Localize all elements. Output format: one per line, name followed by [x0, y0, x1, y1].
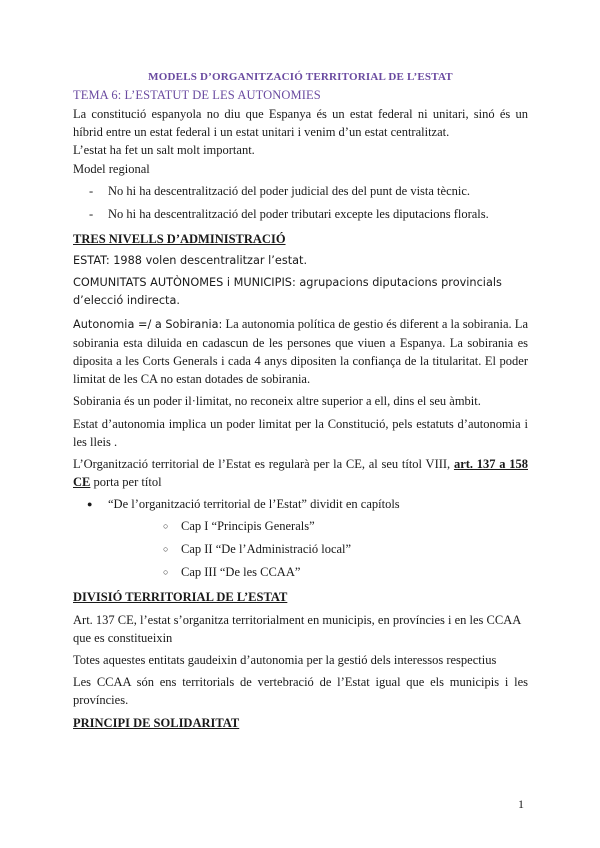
sobirania-paragraph: Sobirania és un poder il·limitat, no reconeix altre superior a ell, dins el seu àmbit.: [73, 394, 481, 409]
circle-list-item: ○ Cap I “Principis Generals”: [108, 515, 528, 538]
salt-paragraph: L’estat ha fet un salt molt important.: [73, 143, 255, 158]
circle-list-item: ○ Cap III “De les CCAA”: [108, 561, 528, 584]
dash-list: [73, 180, 528, 226]
estat-autonomia-paragraph: Estat d’autonomia implica un poder limitat per la Constitució, pels estatuts d’autonomia i les lleis .: [73, 416, 528, 449]
document-title: MODELS D’ORGANITZACIÓ TERRITORIAL DE L’ESTAT: [148, 71, 453, 83]
ccaa-paragraph: Les CCAA són ens territorials de vertebració de l’Estat igual que els municipis i les províncies.: [73, 675, 528, 708]
intro-paragraph: La constitució espanyola no diu que Espanya és un estat federal ni unitari, sinó és un híbrid entre un estat federal i un estat unitari i venim d’un estat centralitzat.: [73, 107, 528, 140]
dash-list-item: - No hi ha descentralització del poder judicial des del punt de vista tècnic.: [73, 180, 528, 203]
circle-bullet-icon: ○: [163, 521, 169, 532]
topic-subtitle: TEMA 6: L’ESTATUT DE LES AUTONOMIES: [73, 88, 321, 102]
article-reference: art. 137 a 158 CE: [73, 457, 528, 490]
bullet-list-item: ● “De l’organització territorial de l’Estat” dividit en capítols ○ Cap I “Principis Generals” ○ Cap II “De l’Administració local” ○ Cap III “De les CCAA”: [73, 493, 528, 584]
page-number: 1: [518, 797, 524, 811]
circle-bullet-icon: ○: [163, 544, 169, 555]
heading-divisio-territorial: DIVISIÓ TERRITORIAL DE L’ESTAT: [73, 590, 288, 605]
model-regional-label: Model regional: [73, 161, 150, 176]
circle-list: [108, 515, 528, 584]
circle-list-item: ○ Cap II “De l’Administració local”: [108, 538, 528, 561]
bullet-icon: ●: [87, 499, 93, 510]
dash-marker-icon: -: [89, 183, 94, 198]
bullet-list: [73, 493, 528, 584]
organitzacio-paragraph: L’Organització territorial de l’Estat es regularà per la CE, al seu títol VIII, art. 137 a 158 CE porta per títol: [73, 457, 528, 490]
autonomia-paragraph: [73, 315, 528, 389]
dash-marker-icon: -: [89, 206, 94, 221]
estat-paragraph: ESTAT: 1988 volen descentralitzar l’estat.: [73, 254, 308, 268]
autonomia-text: La autonomia política de gestio és diferent a la sobirania. La sobirania esta diluida en cadascun de les persones que viuen a Espanya. La sobirania es diposita a les Corts Generals i cada 4 anys dipositen la confiança de la titularitat. El poder limitat de les CA no estan dotades de sobirania.: [73, 316, 528, 387]
heading-tres-nivells: TRES NIVELLS D’ADMINISTRACIÓ: [73, 231, 286, 246]
entitats-paragraph: Totes aquestes entitats gaudeixin d’autonomia per la gestió dels interessos respectius: [73, 653, 497, 668]
circle-bullet-icon: ○: [163, 567, 169, 578]
autonomia-label: Autonomia =/ a Sobirania:: [73, 317, 223, 331]
dash-list-item: - No hi ha descentralització del poder tributari excepte les diputacions florals.: [73, 203, 528, 226]
comunitats-paragraph: COMUNITATS AUTÒNOMES i MUNICIPIS: agrupacions diputacions provincials d’elecció indirecta.: [73, 276, 502, 308]
art137-paragraph: Art. 137 CE, l’estat s’organitza territorialment en municipis, en províncies i en les CCAA que es constitueixin: [73, 612, 521, 645]
heading-principi-solidaritat: PRINCIPI DE SOLIDARITAT: [73, 715, 240, 730]
document-page: [73, 70, 528, 732]
